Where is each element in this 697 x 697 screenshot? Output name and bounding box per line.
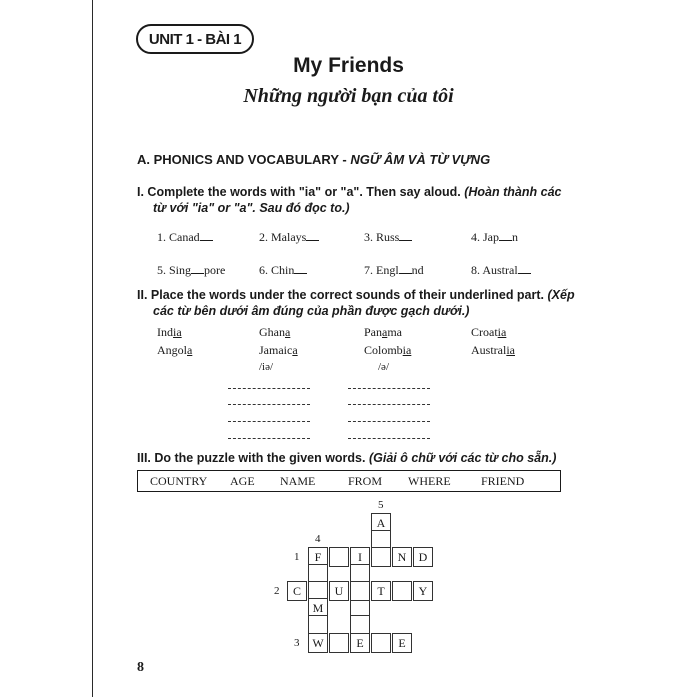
word-bank-item: FROM — [348, 474, 383, 488]
crossword-cell[interactable] — [392, 581, 412, 601]
crossword-cell[interactable] — [371, 633, 391, 653]
exercise-1-item: 3. Russ — [364, 230, 412, 245]
clue-number: 3 — [294, 637, 300, 649]
crossword-cell[interactable] — [308, 615, 328, 635]
word-bank-item: NAME — [280, 474, 316, 488]
exercise-1-item: 5. Sing pore — [157, 263, 226, 277]
exercise-2-word: India — [157, 325, 182, 339]
page-subtitle: Những người bạn của tôi — [243, 85, 454, 107]
exercise-3-instruction: III. Do the puzzle with the given words. (Giải ô chữ với các từ cho sẵn.) — [137, 451, 557, 465]
exercise-1-item: 6. Chin — [259, 263, 307, 278]
exercise-2-word: Croatia — [471, 325, 507, 339]
crossword-cell[interactable]: E — [350, 633, 370, 653]
exercise-2-word: Panama — [364, 325, 402, 339]
answer-line[interactable] — [228, 438, 310, 439]
exercise-2-word: Australia — [471, 343, 515, 357]
exercise-2-word: Angola — [157, 343, 193, 357]
answer-blank[interactable] — [191, 264, 204, 274]
exercise-2-word: Colombia — [364, 343, 412, 357]
answer-line[interactable] — [228, 388, 310, 389]
answer-blank[interactable] — [499, 231, 512, 241]
crossword-cell[interactable]: U — [329, 581, 349, 601]
sound-label-schwa: /ə/ — [378, 361, 389, 373]
word-bank-item: COUNTRY — [150, 474, 208, 488]
word-bank-item: WHERE — [408, 474, 451, 488]
clue-number: 1 — [294, 551, 300, 563]
crossword-cell[interactable] — [350, 615, 370, 635]
word-bank — [137, 470, 561, 492]
exercise-2-word: Ghana — [259, 325, 291, 339]
answer-line[interactable] — [348, 421, 430, 422]
crossword-cell[interactable]: F — [308, 547, 328, 567]
crossword-cell[interactable]: T — [371, 581, 391, 601]
answer-blank[interactable] — [306, 231, 319, 241]
clue-number: 5 — [378, 499, 384, 511]
answer-blank[interactable] — [518, 264, 531, 274]
exercise-1-instruction: I. Complete the words with "ia" or "a". Then say aloud. (Hoàn thành các — [137, 185, 562, 199]
answer-line[interactable] — [348, 404, 430, 405]
exercise-2-instruction: II. Place the words under the correct sounds of their underlined part. (Xếp — [137, 288, 575, 302]
crossword-cell[interactable]: A — [371, 513, 391, 533]
crossword-cell[interactable]: M — [308, 598, 328, 618]
exercise-1-item: 7. Engl nd — [364, 263, 424, 277]
crossword-cell[interactable] — [329, 547, 349, 567]
crossword-cell[interactable]: W — [308, 633, 328, 653]
crossword-cell[interactable] — [329, 633, 349, 653]
exercise-2-word: Jamaica — [259, 343, 298, 357]
exercise-1-item: 2. Malays — [259, 230, 319, 245]
crossword-cell[interactable] — [371, 547, 391, 567]
unit-badge: UNIT 1 - BÀI 1 — [136, 24, 254, 54]
answer-line[interactable] — [228, 421, 310, 422]
clue-number: 2 — [274, 585, 280, 597]
crossword-cell[interactable]: I — [350, 547, 370, 567]
exercise-1-instruction-vi: từ với "ia" or "a". Sau đó đọc to.) — [153, 201, 350, 215]
crossword-cell[interactable] — [350, 581, 370, 601]
crossword-cell[interactable]: E — [392, 633, 412, 653]
exercise-1-item: 4. Jap n — [471, 230, 518, 244]
sound-label-ia: /iə/ — [259, 361, 274, 373]
exercise-1-item: 8. Austral — [471, 263, 531, 278]
answer-blank[interactable] — [294, 264, 307, 274]
answer-blank[interactable] — [399, 231, 412, 241]
exercise-1-item: 1. Canad — [157, 230, 213, 245]
answer-blank[interactable] — [399, 264, 412, 274]
answer-blank[interactable] — [200, 231, 213, 241]
page-number: 8 — [137, 660, 144, 675]
crossword-cell[interactable]: Y — [413, 581, 433, 601]
crossword-cell[interactable]: N — [392, 547, 412, 567]
clue-number: 4 — [315, 533, 321, 545]
answer-line[interactable] — [228, 404, 310, 405]
section-a-heading: A. PHONICS AND VOCABULARY - NGỮ ÂM VÀ TỪ VỰNG — [137, 152, 491, 167]
word-bank-item: FRIEND — [481, 474, 525, 488]
page-title: My Friends — [293, 54, 404, 77]
exercise-2-instruction-vi: các từ bên dưới âm đúng của phần được gạch dưới.) — [153, 304, 470, 318]
crossword-cell[interactable]: C — [287, 581, 307, 601]
crossword-cell[interactable]: D — [413, 547, 433, 567]
word-bank-item: AGE — [230, 474, 255, 488]
answer-line[interactable] — [348, 438, 430, 439]
answer-line[interactable] — [348, 388, 430, 389]
